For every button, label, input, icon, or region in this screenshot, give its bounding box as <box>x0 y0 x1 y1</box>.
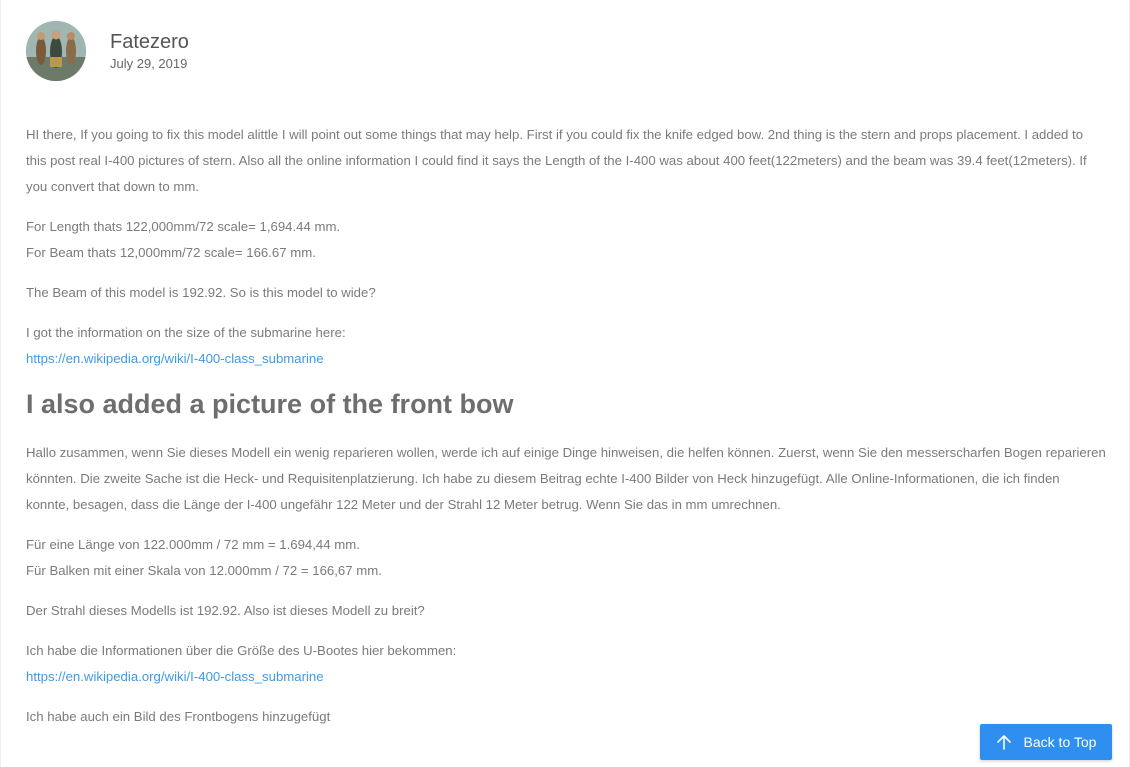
paragraph-intro-de: Hallo zusammen, wenn Sie dieses Modell ein wenig reparieren wollen, werde ich auf einige Dinge hinweisen, die helfen können. Zuerst, wenn Sie den messerscharfen Bogen reparieren könnten. Die zweite Sache ist die Heck- und Requisitenplatzierung. Ich habe zu diesem Beitrag echte I-400 Bilder von Heck hinzugefügt. Alle Online-Informationen, die ich finden konnte, besagen, dass die Länge der I-400 ungefähr 122 Meter und der Strahl 12 Meter betrug. Wenn Sie das in mm umrechnen. <box>26 445 1106 512</box>
section-heading: I also added a picture of the front bow <box>26 389 514 419</box>
wikipedia-link[interactable]: https://en.wikipedia.org/wiki/I-400-class_submarine <box>26 351 324 366</box>
length-calculation-de: Für eine Länge von 122.000mm / 72 mm = 1.694,44 mm. <box>26 537 360 552</box>
post-meta <box>110 30 189 73</box>
length-calculation: For Length thats 122,000mm/72 scale= 1,694.44 mm. <box>26 219 341 234</box>
avatar[interactable] <box>26 21 86 81</box>
paragraph-intro: HI there, If you going to fix this model alittle I will point out some things that may help. First if you could fix the knife edged bow. 2nd thing is the stern and props placement. I added to this post real I-400 pictures of stern. Also all the online information I could find it says the Length of the I-400 was about 400 feet(122meters) and the beam was 39.4 feet(12meters). If you convert that down to mm. <box>26 127 1087 194</box>
back-to-top-label: Back to Top <box>1023 734 1097 750</box>
paragraph-front-bow-de: Ich habe auch ein Bild des Frontbogens hinzugefügt <box>26 709 331 724</box>
beam-calculation: For Beam thats 12,000mm/72 scale= 166.67 mm. <box>26 245 316 260</box>
paragraph-calculations-de <box>26 532 1106 584</box>
paragraph-source <box>26 320 1106 372</box>
wikipedia-link-de[interactable]: https://en.wikipedia.org/wiki/I-400-class_submarine <box>26 669 324 684</box>
paragraph-beam-question: The Beam of this model is 192.92. So is this model to wide? <box>26 285 376 300</box>
source-text: I got the information on the size of the submarine here: <box>26 325 346 340</box>
post-content <box>26 122 1106 744</box>
paragraph-beam-question-de: Der Strahl dieses Modells ist 192.92. Also ist dieses Modell zu breit? <box>26 603 425 618</box>
post-date: July 29, 2019 <box>110 55 188 71</box>
arrow-up-icon <box>996 734 1012 750</box>
post-header <box>26 21 189 81</box>
source-text-de: Ich habe die Informationen über die Größe des U-Bootes hier bekommen: <box>26 643 457 658</box>
author-name[interactable]: Fatezero <box>110 30 189 53</box>
paragraph-source-de <box>26 638 1106 690</box>
beam-calculation-de: Für Balken mit einer Skala von 12.000mm / 72 = 166,67 mm. <box>26 563 382 578</box>
avatar-image-icon <box>26 21 86 81</box>
back-to-top-button[interactable] <box>980 724 1112 760</box>
paragraph-calculations <box>26 214 1106 266</box>
